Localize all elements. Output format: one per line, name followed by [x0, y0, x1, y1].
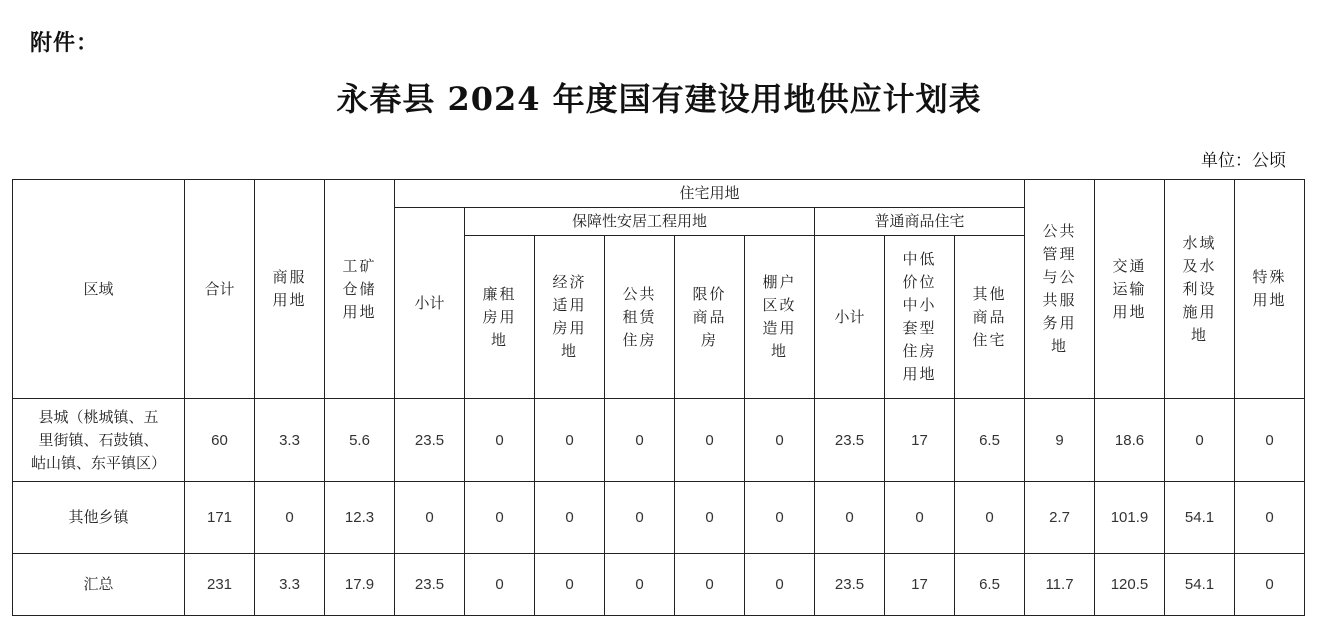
cell-mid-low-price: 0 [885, 482, 955, 554]
header-public-rental: 公共 租赁 住房 [605, 236, 675, 399]
header-price-limited: 限价 商品 房 [675, 236, 745, 399]
header-mid-low-price: 中低 价位 中小 套型 住房 用地 [885, 236, 955, 399]
cell-low-rent: 0 [465, 554, 535, 616]
cell-low-rent: 0 [465, 399, 535, 482]
cell-special: 0 [1235, 554, 1305, 616]
cell-public-service: 2.7 [1025, 482, 1095, 554]
cell-public-service: 11.7 [1025, 554, 1095, 616]
cell-public-rental: 0 [605, 554, 675, 616]
cell-price-limited: 0 [675, 554, 745, 616]
cell-ordinary-subtotal: 23.5 [815, 399, 885, 482]
cell-total: 171 [185, 482, 255, 554]
cell-mid-low-price: 17 [885, 554, 955, 616]
attachment-label: 附件： [30, 31, 100, 56]
header-transport: 交通 运输 用地 [1095, 180, 1165, 399]
cell-commercial: 3.3 [255, 554, 325, 616]
table-row [13, 399, 1305, 482]
unit-label: 单位：公顷 [1201, 151, 1286, 171]
cell-residential-subtotal: 23.5 [395, 554, 465, 616]
header-water: 水域 及水 利设 施用 地 [1165, 180, 1235, 399]
cell-economic: 0 [535, 482, 605, 554]
header-industrial: 工矿 仓储 用地 [325, 180, 395, 399]
cell-transport: 101.9 [1095, 482, 1165, 554]
header-other-residential: 其他 商品 住宅 [955, 236, 1025, 399]
header-total: 合计 [185, 180, 255, 399]
header-residential: 住宅用地 [395, 180, 1025, 208]
cell-mid-low-price: 17 [885, 399, 955, 482]
header-residential-subtotal: 小计 [395, 208, 465, 399]
cell-shantytown: 0 [745, 399, 815, 482]
row-region: 汇总 [13, 554, 185, 616]
cell-price-limited: 0 [675, 399, 745, 482]
table-row [13, 482, 1305, 554]
cell-residential-subtotal: 0 [395, 482, 465, 554]
cell-residential-subtotal: 23.5 [395, 399, 465, 482]
cell-other-residential: 6.5 [955, 399, 1025, 482]
cell-water: 54.1 [1165, 554, 1235, 616]
cell-total: 231 [185, 554, 255, 616]
row-region: 其他乡镇 [13, 482, 185, 554]
header-commercial: 商服 用地 [255, 180, 325, 399]
cell-water: 0 [1165, 399, 1235, 482]
cell-shantytown: 0 [745, 482, 815, 554]
header-ordinary-housing: 普通商品住宅 [815, 208, 1025, 236]
header-affordable-housing: 保障性安居工程用地 [465, 208, 815, 236]
cell-industrial: 12.3 [325, 482, 395, 554]
cell-commercial: 3.3 [255, 399, 325, 482]
header-low-rent: 廉租 房用 地 [465, 236, 535, 399]
cell-special: 0 [1235, 482, 1305, 554]
cell-industrial: 5.6 [325, 399, 395, 482]
land-supply-table [12, 179, 1305, 616]
cell-shantytown: 0 [745, 554, 815, 616]
cell-economic: 0 [535, 399, 605, 482]
table-row [13, 554, 1305, 616]
cell-public-rental: 0 [605, 482, 675, 554]
cell-commercial: 0 [255, 482, 325, 554]
cell-special: 0 [1235, 399, 1305, 482]
header-shantytown: 棚户 区改 造用 地 [745, 236, 815, 399]
row-region: 县城（桃城镇、五 里街镇、石鼓镇、 岵山镇、东平镇区） [13, 399, 185, 482]
cell-low-rent: 0 [465, 482, 535, 554]
cell-transport: 18.6 [1095, 399, 1165, 482]
cell-ordinary-subtotal: 0 [815, 482, 885, 554]
header-economic: 经济 适用 房用 地 [535, 236, 605, 399]
cell-transport: 120.5 [1095, 554, 1165, 616]
cell-industrial: 17.9 [325, 554, 395, 616]
cell-other-residential: 0 [955, 482, 1025, 554]
cell-total: 60 [185, 399, 255, 482]
cell-other-residential: 6.5 [955, 554, 1025, 616]
cell-price-limited: 0 [675, 482, 745, 554]
cell-ordinary-subtotal: 23.5 [815, 554, 885, 616]
cell-water: 54.1 [1165, 482, 1235, 554]
header-ordinary-subtotal: 小计 [815, 236, 885, 399]
cell-public-service: 9 [1025, 399, 1095, 482]
document-title: 永春县 2024 年度国有建设用地供应计划表 [336, 80, 982, 118]
header-region: 区域 [13, 180, 185, 399]
header-special: 特殊 用地 [1235, 180, 1305, 399]
header-public-service: 公共 管理 与公 共服 务用 地 [1025, 180, 1095, 399]
cell-public-rental: 0 [605, 399, 675, 482]
cell-economic: 0 [535, 554, 605, 616]
